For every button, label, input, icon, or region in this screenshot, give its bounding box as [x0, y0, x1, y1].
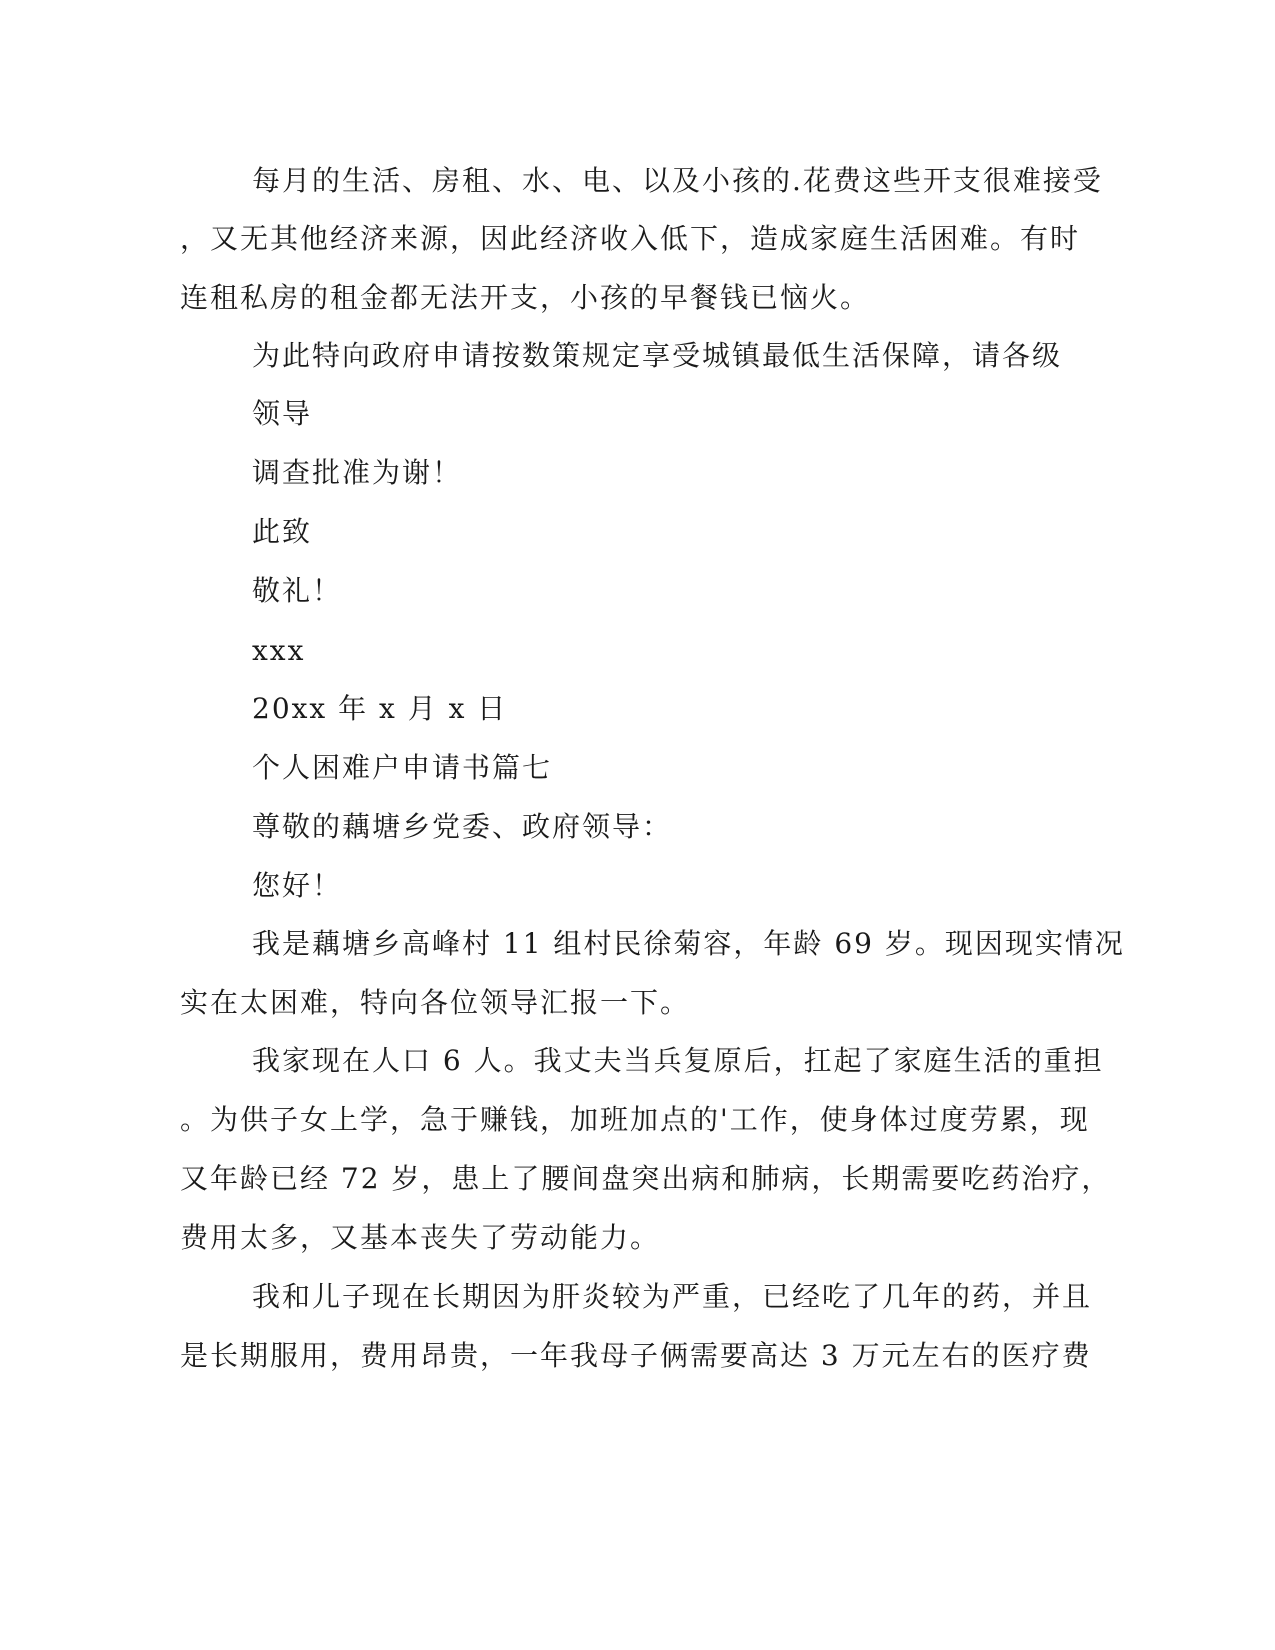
text-line-7: 此致 [252, 515, 313, 548]
text-line-2: ，又无其他经济来源，因此经济收入低下，造成家庭生活困难。有时 [180, 222, 1081, 255]
text-line-1: 每月的生活、房租、水、电、以及小孩的.花费这些开支很难接受 [252, 164, 1103, 197]
text-line-5: 领导 [252, 397, 313, 430]
text-line-21: 是长期服用，费用昂贵，一年我母子俩需要高达 3 万元左右的医疗费 [180, 1339, 1092, 1372]
text-line-16: 我家现在人口 6 人。我丈夫当兵复原后，扛起了家庭生活的重担 [252, 1044, 1104, 1077]
text-line-4: 为此特向政府申请按数策规定享受城镇最低生活保障，请各级 [252, 339, 1063, 372]
text-line-19: 费用太多，又基本丧失了劳动能力。 [180, 1221, 661, 1254]
text-line-9: xxx [252, 634, 306, 667]
text-line-3: 连租私房的租金都无法开支，小孩的早餐钱已恼火。 [180, 281, 871, 314]
text-line-14: 我是藕塘乡高峰村 11 组村民徐菊容，年龄 69 岁。现因现实情况 [252, 927, 1125, 960]
text-line-15: 实在太困难，特向各位领导汇报一下。 [180, 986, 691, 1019]
text-line-11: 个人困难户申请书篇七 [252, 751, 553, 784]
text-line-17: 。为供子女上学，急于赚钱，加班加点的'工作，使身体过度劳累，现 [180, 1103, 1090, 1136]
text-line-20: 我和儿子现在长期因为肝炎较为严重，已经吃了几年的药，并且 [252, 1280, 1093, 1313]
text-line-18: 又年龄已经 72 岁，患上了腰间盘突出病和肺病，长期需要吃药治疗， [180, 1162, 1112, 1195]
text-line-8: 敬礼！ [252, 574, 343, 607]
text-line-10: 20xx 年 x 月 x 日 [252, 692, 508, 725]
text-line-6: 调查批准为谢！ [252, 456, 463, 489]
text-line-12: 尊敬的藕塘乡党委、政府领导： [252, 810, 673, 843]
text-line-13: 您好！ [252, 869, 343, 902]
